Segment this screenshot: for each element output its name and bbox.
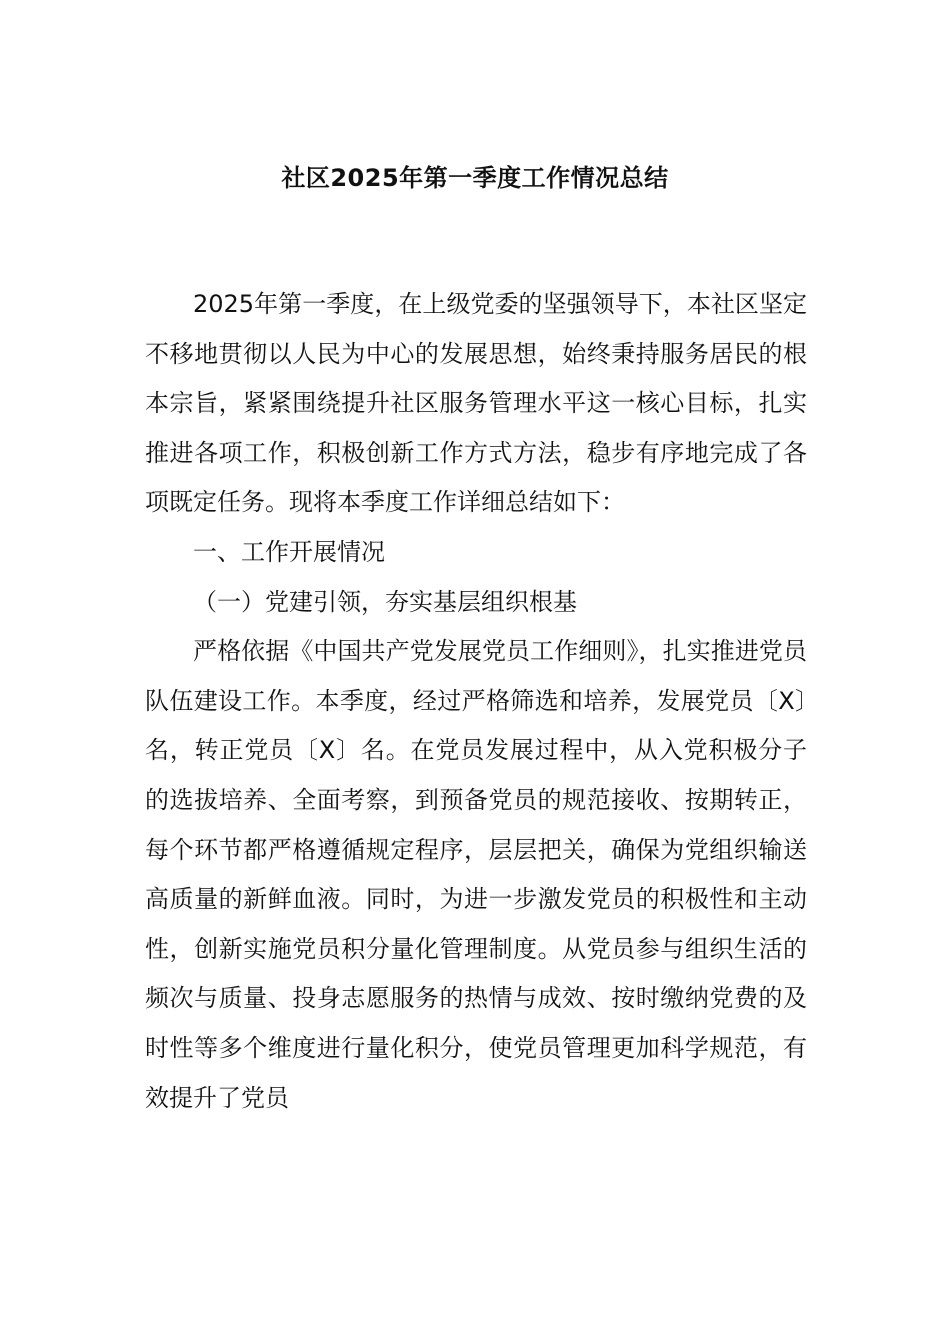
intro-paragraph: 2025年第一季度，在上级党委的坚强领导下，本社区坚定不移地贯彻以人民为中心的发展思想，始终秉持服务居民的根本宗旨，紧紧围绕提升社区服务管理水平这一核心目标，扎实推进各项工作，积极创新工作方式方法，稳步有序地完成了各项既定任务。现将本季度工作详细总结如下： <box>145 290 807 517</box>
subsection-paragraph: 严格依据《中国共产党发展党员工作细则》，扎实推进党员队伍建设工作。本季度，经过严格筛选和培养，发展党员〔X〕名，转正党员〔X〕名。在党员发展过程中，从入党积极分子的选拔培养、全面考察，到预备党员的规范接收、按期转正，每个环节都严格遵循规定程序，层层把关，确保为党组织输送高质量的新鲜血液。同时，为进一步激发党员的积极性和主动性，创新实施党员积分量化管理制度。从党员参与组织生活的频次与质量、投身志愿服务的热情与成效、按时缴纳党费的及时性等多个维度进行量化积分，使党员管理更加科学规范，有效提升了党员 <box>145 637 807 1112</box>
subsection-heading: （一）党建引领，夯实基层组织根基 <box>193 587 577 616</box>
document-title: 社区2025年第一季度工作情况总结 <box>281 164 669 192</box>
section-heading: 一、工作开展情况 <box>193 537 385 566</box>
document-body <box>145 280 807 1123</box>
